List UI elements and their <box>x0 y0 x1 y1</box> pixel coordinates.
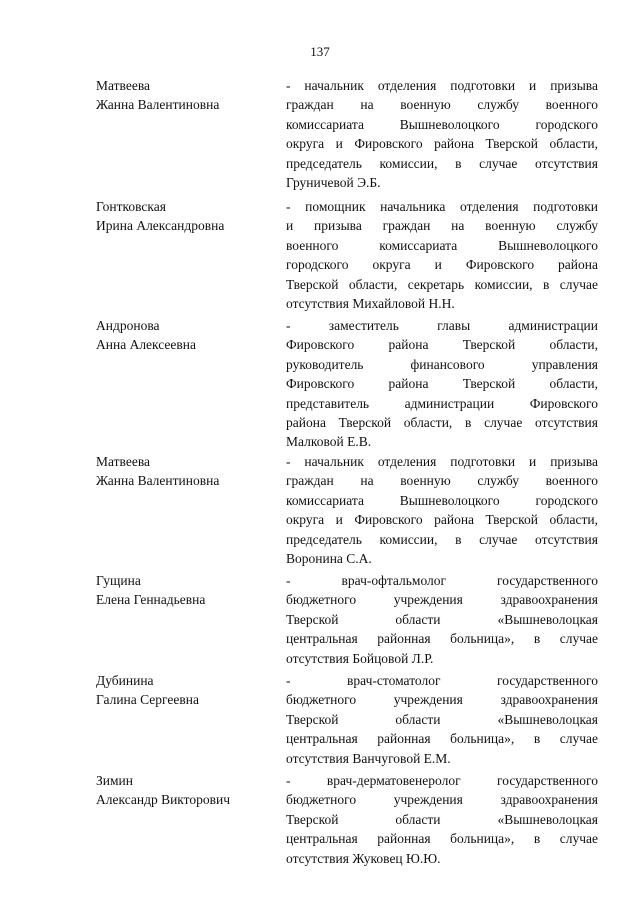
role-line: - начальник отделения подготовки и призыва <box>286 454 598 469</box>
role-line: округа и Фировского района Тверской области, <box>286 136 598 152</box>
member-surname: Матвеева <box>96 454 151 469</box>
member-role <box>286 452 598 568</box>
role-line: Воронина С.А. <box>286 551 372 567</box>
role-line: - помощник начальника отделения подготовки <box>286 199 598 214</box>
role-line: - заместитель главы администрации <box>286 318 598 333</box>
member-surname: Гонтковская <box>96 199 166 214</box>
member-given-name: Жанна Валентиновна <box>96 97 220 113</box>
role-line: Малковой Е.В. <box>286 434 372 450</box>
role-line: округа и Фировского района Тверской области, <box>286 512 598 528</box>
member-name <box>96 671 276 710</box>
member-given-name: Елена Геннадьевна <box>96 592 206 608</box>
role-line: Тверской области «Вышневолоцкая <box>286 611 598 627</box>
member-surname: Зимин <box>96 773 133 788</box>
member-surname: Дубинина <box>96 673 154 688</box>
role-line: бюджетного учреждения здравоохранения <box>286 792 598 808</box>
member-role <box>286 771 598 868</box>
role-line: - врач-дерматовенеролог государственного <box>286 773 598 788</box>
role-line: Груничевой Э.Б. <box>286 175 381 191</box>
member-role <box>286 571 598 668</box>
member-given-name: Жанна Валентиновна <box>96 473 220 489</box>
member-given-name: Галина Сергеевна <box>96 692 199 708</box>
page-number: 137 <box>310 44 330 59</box>
member-name <box>96 76 276 115</box>
member-name <box>96 771 276 810</box>
role-line: отсутствия Михайловой Н.Н. <box>286 296 455 312</box>
role-line: и призыва граждан на военную службу <box>286 218 598 234</box>
role-line: района Тверской области, в случае отсутствия <box>286 415 598 431</box>
role-line: военного комиссариата Вышневолоцкого <box>286 237 598 253</box>
member-given-name: Анна Алексеевна <box>96 337 196 353</box>
role-line: центральная районная больница», в случае <box>286 831 598 847</box>
role-line: - начальник отделения подготовки и призыва <box>286 78 598 93</box>
role-line: Фировского района Тверской области, <box>286 376 598 392</box>
member-name <box>96 316 276 355</box>
role-line: комиссариата Вышневолоцкого городского <box>286 116 598 132</box>
role-line: председатель комиссии, в случае отсутствия <box>286 531 598 547</box>
role-line: бюджетного учреждения здравоохранения <box>286 692 598 708</box>
member-role <box>286 76 598 192</box>
role-line: отсутствия Жуковец Ю.Ю. <box>286 850 441 866</box>
role-line: комиссариата Вышневолоцкого городского <box>286 492 598 508</box>
role-line: - врач-офтальмолог государственного <box>286 573 598 588</box>
role-line: руководитель финансового управления <box>286 356 598 372</box>
member-surname: Андронова <box>96 318 160 333</box>
member-given-name: Ирина Александровна <box>96 218 225 234</box>
member-surname: Матвеева <box>96 78 151 93</box>
member-name <box>96 452 276 491</box>
role-line: бюджетного учреждения здравоохранения <box>286 592 598 608</box>
member-name <box>96 571 276 610</box>
role-line: центральная районная больница», в случае <box>286 631 598 647</box>
role-line: центральная районная больница», в случае <box>286 731 598 747</box>
role-line: председатель комиссии, в случае отсутствия <box>286 155 598 171</box>
member-role <box>286 197 598 313</box>
member-surname: Гущина <box>96 573 141 588</box>
role-line: представитель администрации Фировского <box>286 395 598 411</box>
member-given-name: Александр Викторович <box>96 792 231 808</box>
role-line: Тверской области «Вышневолоцкая <box>286 711 598 727</box>
role-line: граждан на военную службу военного <box>286 473 598 489</box>
member-role <box>286 671 598 768</box>
role-line: граждан на военную службу военного <box>286 97 598 113</box>
member-role <box>286 316 598 452</box>
role-line: Фировского района Тверской области, <box>286 337 598 353</box>
role-line: - врач-стоматолог государственного <box>286 673 598 688</box>
role-line: отсутствия Бойцовой Л.Р. <box>286 650 434 666</box>
role-line: городского округа и Фировского района <box>286 257 598 273</box>
role-line: Тверской области, секретарь комиссии, в случае <box>286 276 598 292</box>
role-line: Тверской области «Вышневолоцкая <box>286 811 598 827</box>
role-line: отсутствия Ванчуговой Е.М. <box>286 750 451 766</box>
member-name <box>96 197 276 236</box>
